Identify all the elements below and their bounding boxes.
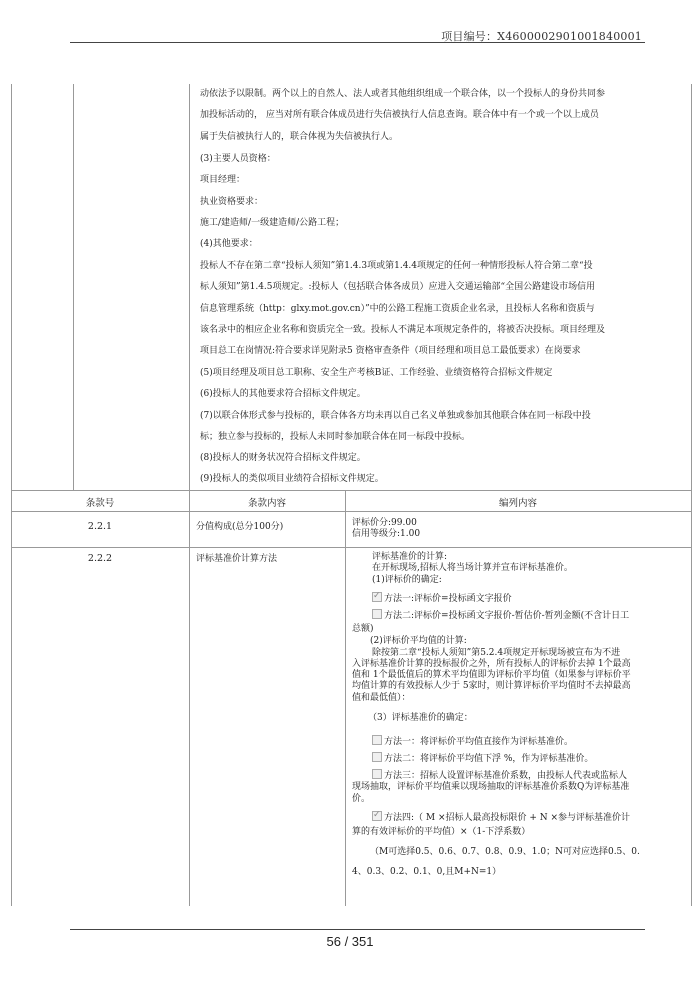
- clause-content: 评标基准价计算方法: [196, 554, 278, 564]
- option-label: 方法一：将评标价平均值直接作为评标基准价。: [384, 737, 574, 747]
- top-line: 投标人不存在第二章“投标人须知”第1.4.3项或第1.4.4项规定的任何一种情形投标人符合第二章“投: [200, 261, 593, 271]
- paragraph: 总额): [352, 624, 374, 634]
- paragraph: 入评标基准价计算的投标报价之外，所有投标人的评标价去掉 1个最高: [352, 659, 631, 669]
- paragraph: 算的有效评标价的平均值）×（1-下浮系数）: [352, 827, 531, 837]
- top-line: 标；独立参与投标的，投标人未同时参加联合体在同一标段中投标。: [200, 432, 471, 442]
- paragraph: 值和最低值）：: [352, 693, 411, 703]
- checkbox-icon[interactable]: [372, 735, 382, 745]
- top-line: 加投标活动的， 应当对所有联合体成员进行失信被执行人信息查询。联合体中有一个或一个以上成员: [200, 110, 599, 120]
- header-divider: [70, 42, 645, 43]
- paragraph: 除按第二章“投标人须知”第5.2.4项规定开标现场被宣布为不进: [372, 648, 621, 658]
- top-line: 施工/建造师/一级建造师/公路工程；: [200, 218, 345, 228]
- checkbox-icon[interactable]: [372, 752, 382, 762]
- col-divider-1: [73, 84, 74, 490]
- top-line: 属于失信被执行人的，联合体视为失信被执行人。: [200, 132, 399, 142]
- project-number: 项目编号：X4600002901001840001: [441, 30, 642, 43]
- paragraph: (1)评标价的确定:: [372, 575, 442, 585]
- top-line: 动依法予以限制。两个以上的自然人、法人或者其他组织组成一个联合体，以一个投标人的身份共同参: [200, 89, 606, 99]
- paragraph: 4、0.3、0.2、0.1、0,且M+N=1）: [352, 867, 502, 877]
- top-line: 执业资格要求：: [200, 197, 264, 207]
- top-line: 该名录中的相应企业名称和资质完全一致。投标人不满足本项规定条件的，将被否决投标。项目经理及: [200, 325, 606, 335]
- method-option[interactable]: [372, 592, 512, 606]
- top-line: (7)以联合体形式参与投标的，联合体各方均未再以自己名义单独或参加其他联合体在同一标段中投: [200, 411, 591, 421]
- top-line: 项目经理：: [200, 175, 246, 185]
- top-line: 标人须知”第1.4.5项规定。:投标人（包括联合体各成员）应进入交通运输部“全国公路建设市场信用: [200, 282, 596, 292]
- score-item: 评标价分:99.00: [352, 518, 417, 528]
- footer-divider: [70, 929, 645, 930]
- row-divider-header-bottom: [11, 511, 691, 512]
- top-line: (9)投标人的类似项目业绩符合招标文件规定。: [200, 474, 384, 484]
- table-border-right: [691, 84, 692, 906]
- top-line: (6)投标人的其他要求符合招标文件规定。: [200, 389, 366, 399]
- header-listing-content: 编列内容: [498, 498, 537, 509]
- checkbox-icon[interactable]: [372, 769, 382, 779]
- paragraph: 在开标现场,招标人将当场计算并宣布评标基准价。: [372, 563, 573, 573]
- checkbox-icon[interactable]: [372, 609, 382, 619]
- row-divider-header-top: [11, 490, 691, 491]
- option-label: 方法二：将评标价平均值下浮 %，作为评标基准价。: [384, 754, 594, 764]
- col-divider-3: [345, 490, 346, 906]
- checkbox-icon[interactable]: [372, 592, 382, 602]
- checkbox-icon[interactable]: [372, 811, 382, 821]
- score-item: 信用等级分:1.00: [352, 529, 421, 539]
- method-option[interactable]: [372, 735, 573, 749]
- top-line: (5)项目经理及项目总工职称、安全生产考核B证、工作经验、业绩资格符合招标文件规定: [200, 368, 553, 378]
- method-option[interactable]: [372, 609, 629, 623]
- paragraph: （M可选择0.5、0.6、0.7、0.8、0.9、1.0；N可对应选择0.5、0.: [370, 847, 640, 857]
- paragraph: 现场抽取，评标价平均值乘以现场抽取的评标基准价系数Q为评标基准: [352, 782, 630, 792]
- row-divider-1: [11, 547, 691, 548]
- paragraph: 值和 1个最低值后的算术平均值即为评标价平均值（如果参与评标价平: [352, 670, 631, 680]
- top-line: (4)其他要求：: [200, 239, 258, 249]
- top-line: (8)投标人的财务状况符合招标文件规定。: [200, 453, 366, 463]
- option-label: 方法二:评标价=投标函文字报价-暂估价-暂列金额(不含计日工: [384, 611, 630, 621]
- top-line: 项目总工在岗情况:符合要求详见附录5 资格审查条件（项目经理和项目总工最低要求）在岗要求: [200, 346, 581, 356]
- paragraph: 均值计算的有效投标人少于 5家时，则计算评标价平均值时不去掉最高: [352, 681, 631, 691]
- header-clause-content: 条款内容: [247, 498, 286, 509]
- option-label: 方法一:评标价=投标函文字报价: [384, 594, 512, 604]
- header-clause-no: 条款号: [85, 498, 115, 509]
- clause-number: 2.2.1: [87, 521, 113, 532]
- clause-number: 2.2.2: [87, 553, 113, 564]
- page-number: 56 / 351: [326, 934, 374, 949]
- top-line: (3)主要人员资格：: [200, 154, 276, 164]
- paragraph: （3）评标基准价的确定：: [368, 713, 473, 723]
- clause-content: 分值构成(总分100分): [196, 522, 284, 532]
- option-label: 方法四:（ M ×招标人最高投标限价 + N ×参与评标基准价计: [384, 813, 631, 823]
- paragraph: 价。: [352, 794, 371, 804]
- method-option[interactable]: [372, 752, 593, 766]
- option-label: 方法三：招标人设置评标基准价系数，由投标人代表或监标人: [384, 771, 628, 781]
- paragraph: (2)评标价平均值的计算:: [370, 636, 467, 646]
- method-option[interactable]: [372, 811, 630, 825]
- method-option[interactable]: [372, 769, 627, 783]
- top-line: 信息管理系统（http：glxy.mot.gov.cn）”中的公路工程施工资质企业名录，且投标人名称和资质与: [200, 304, 595, 314]
- paragraph: 评标基准价的计算:: [372, 552, 448, 562]
